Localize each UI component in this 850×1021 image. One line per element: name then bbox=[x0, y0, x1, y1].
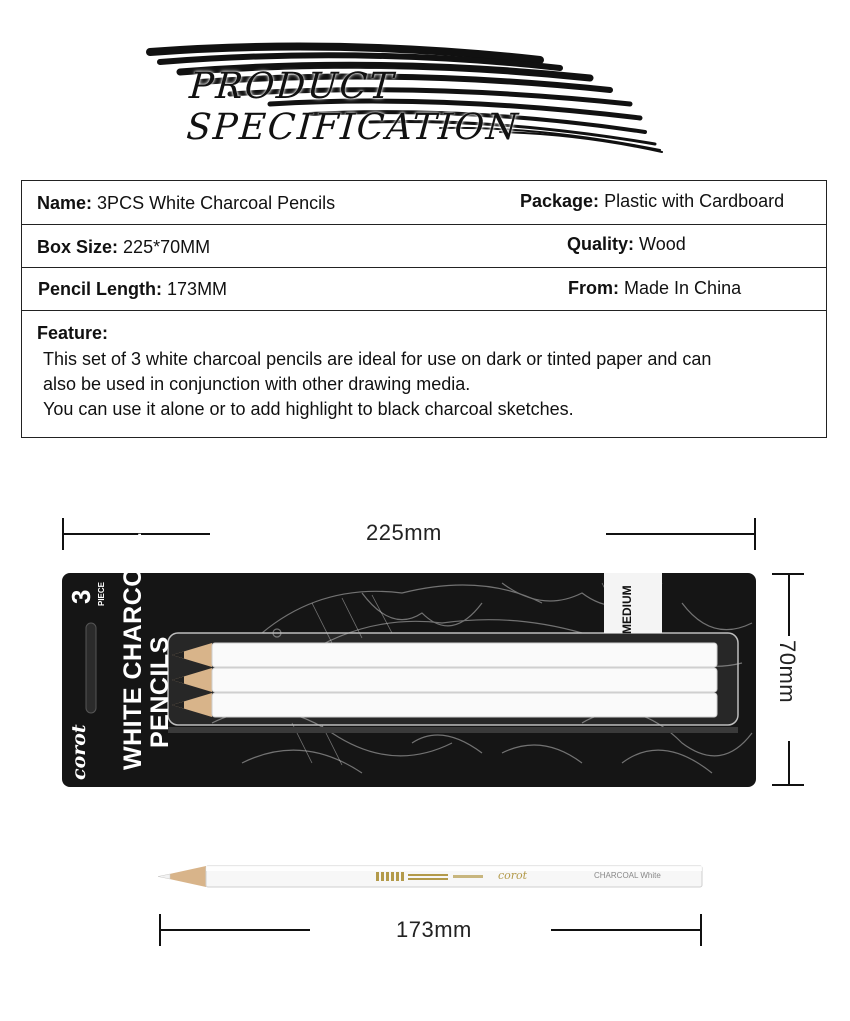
package-count-unit: PIECE bbox=[97, 581, 106, 606]
spec-row-name bbox=[22, 181, 826, 225]
length-dim-line-left bbox=[159, 929, 310, 931]
spec-box-value: 225*70MM bbox=[123, 237, 211, 257]
feature-line: You can use it alone or to add highlight to black charcoal sketches. bbox=[43, 399, 574, 419]
spec-length-label: Pencil Length: bbox=[38, 279, 163, 299]
spec-table bbox=[21, 180, 827, 438]
width-dim-tick-right bbox=[754, 518, 756, 550]
length-dim-tick-right bbox=[700, 914, 702, 946]
box-width-label: 225mm bbox=[366, 520, 442, 545]
spec-from-value: Made In China bbox=[624, 278, 742, 298]
spec-name-value: 3PCS White Charcoal Pencils bbox=[97, 193, 336, 213]
spec-length-value: 173MM bbox=[167, 279, 228, 299]
spec-quality-value: Wood bbox=[639, 234, 686, 254]
feature-description bbox=[43, 347, 813, 422]
pencil-set bbox=[172, 643, 717, 717]
spec-row-length bbox=[22, 268, 826, 311]
spec-row-box bbox=[22, 225, 826, 268]
spec-box-label: Box Size: bbox=[37, 237, 119, 257]
grade-label: MEDIUM bbox=[620, 585, 634, 634]
feature-line: This set of 3 white charcoal pencils are ideal for use on dark or tinted paper and can bbox=[43, 349, 712, 369]
spec-box-size bbox=[37, 237, 210, 258]
page-title: PRODUCT SPECIFICATION bbox=[185, 66, 521, 148]
width-dim-line-right bbox=[606, 533, 756, 535]
feature-heading: Feature: bbox=[37, 323, 109, 343]
spec-row-feature bbox=[22, 311, 826, 439]
spec-length bbox=[38, 279, 227, 300]
brand-logo: corot bbox=[68, 724, 90, 780]
spec-name bbox=[37, 193, 335, 214]
package-title-line1: WHITE CHARCOAL bbox=[119, 532, 147, 770]
spec-package-value: Plastic with Cardboard bbox=[604, 191, 785, 211]
length-dim-line-right bbox=[551, 929, 702, 931]
height-dim-line-bottom bbox=[788, 741, 790, 786]
single-pencil-image bbox=[158, 864, 703, 889]
spec-package-label: Package: bbox=[520, 191, 600, 211]
spec-package bbox=[520, 191, 784, 212]
spec-quality-label: Quality: bbox=[567, 234, 635, 254]
spec-quality bbox=[567, 234, 686, 255]
pencil-grade: CHARCOAL White bbox=[594, 871, 661, 880]
package-title-line2: PENCILS bbox=[146, 636, 174, 748]
pencil-brand: corot bbox=[498, 869, 528, 882]
spec-name-label: Name: bbox=[37, 193, 93, 213]
spec-from-label: From: bbox=[568, 278, 619, 298]
package-count: 3 bbox=[66, 589, 96, 604]
feature-line: also be used in conjunction with other drawing media. bbox=[43, 374, 471, 394]
pencil-length-label: 173mm bbox=[396, 917, 472, 942]
box-height-label: 70mm bbox=[775, 640, 800, 704]
header-banner bbox=[140, 38, 680, 158]
height-dim-line-top bbox=[788, 573, 790, 636]
height-dim-tick-bottom bbox=[772, 784, 804, 786]
spec-from bbox=[568, 278, 741, 299]
